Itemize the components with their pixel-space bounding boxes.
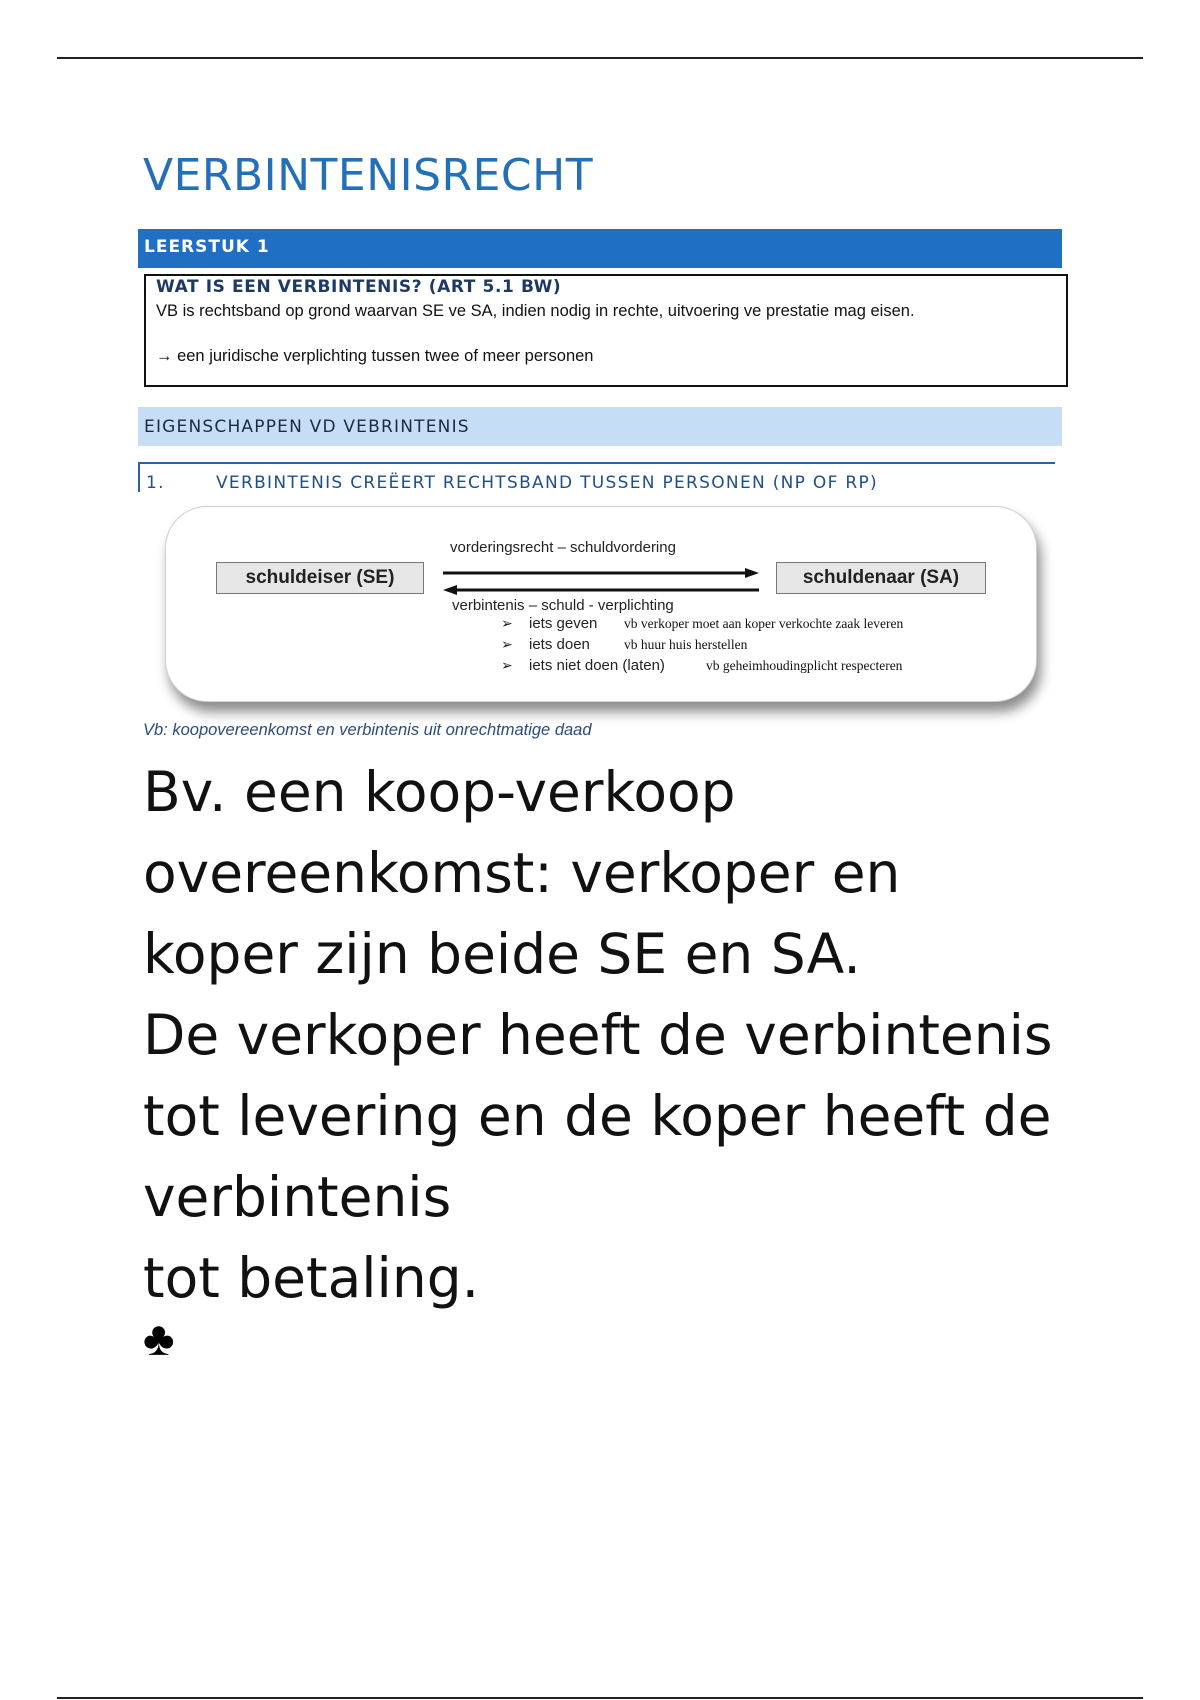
point-number: 1. [146, 473, 165, 493]
text-line: overeenkomst: verkoper en [143, 841, 901, 905]
definition-text: VB is rechtsband op grond waarvan SE ve SA, indien nodig in rechte, uitvoering ve prestatie mag eisen. [156, 302, 915, 320]
example-explanation [143, 752, 1103, 1319]
text-line: Bv. een koop-verkoop [143, 760, 736, 824]
top-rule [57, 57, 1143, 59]
text-line: tot betaling. [143, 1246, 480, 1310]
text-line: tot levering en de koper heeft de [143, 1084, 1052, 1148]
definition-heading: WAT IS EEN VERBINTENIS? (ART 5.1 BW) [156, 277, 562, 297]
arrow-bullet-icon: ➢ [501, 636, 513, 652]
example-caption: Vb: koopovereenkomst en verbintenis uit onrechtmatige daad [143, 721, 592, 739]
definition-note: → een juridische verplichting tussen twee of meer personen [156, 347, 594, 365]
definition-box [144, 274, 1068, 387]
text-line: verbintenis [143, 1165, 452, 1229]
point-text: VERBINTENIS CREËERT RECHTSBAND TUSSEN PERSONEN (NP OF RP) [216, 473, 878, 493]
subsection-bar: EIGENSCHAPPEN VD VEBRINTENIS [138, 407, 1062, 446]
obligation-arrow-label: verbintenis – schuld - verplichting [452, 597, 674, 614]
text-line: De verkoper heeft de verbintenis [143, 1003, 1053, 1067]
arrow-bullet-icon: ➢ [501, 615, 513, 631]
claim-arrow-label: vorderingsrecht – schuldvordering [450, 539, 676, 556]
obligation-example: vb verkoper moet aan koper verkochte zaak leveren [624, 616, 904, 631]
obligation-example: vb huur huis herstellen [624, 637, 748, 652]
double-arrow-icon [441, 565, 761, 599]
obligation-example: vb geheimhoudingplicht respecteren [706, 658, 903, 673]
debtor-box: schuldenaar (SA) [776, 562, 986, 594]
obligation-diagram [165, 506, 1037, 702]
club-icon: ♣ [143, 1313, 175, 1366]
obligation-type-label: iets niet doen (laten) [529, 657, 665, 674]
creditor-box: schuldeiser (SE) [216, 562, 424, 594]
obligation-type-label: iets geven [529, 615, 598, 632]
point-heading [138, 462, 1055, 492]
page-title: VERBINTENISRECHT [143, 150, 594, 201]
section-label-bar: LEERSTUK 1 [138, 229, 1062, 268]
arrow-bullet-icon: ➢ [501, 657, 513, 673]
obligation-type-label: iets doen [529, 636, 590, 653]
text-line: koper zijn beide SE en SA. [143, 922, 861, 986]
bottom-rule [57, 1697, 1143, 1699]
